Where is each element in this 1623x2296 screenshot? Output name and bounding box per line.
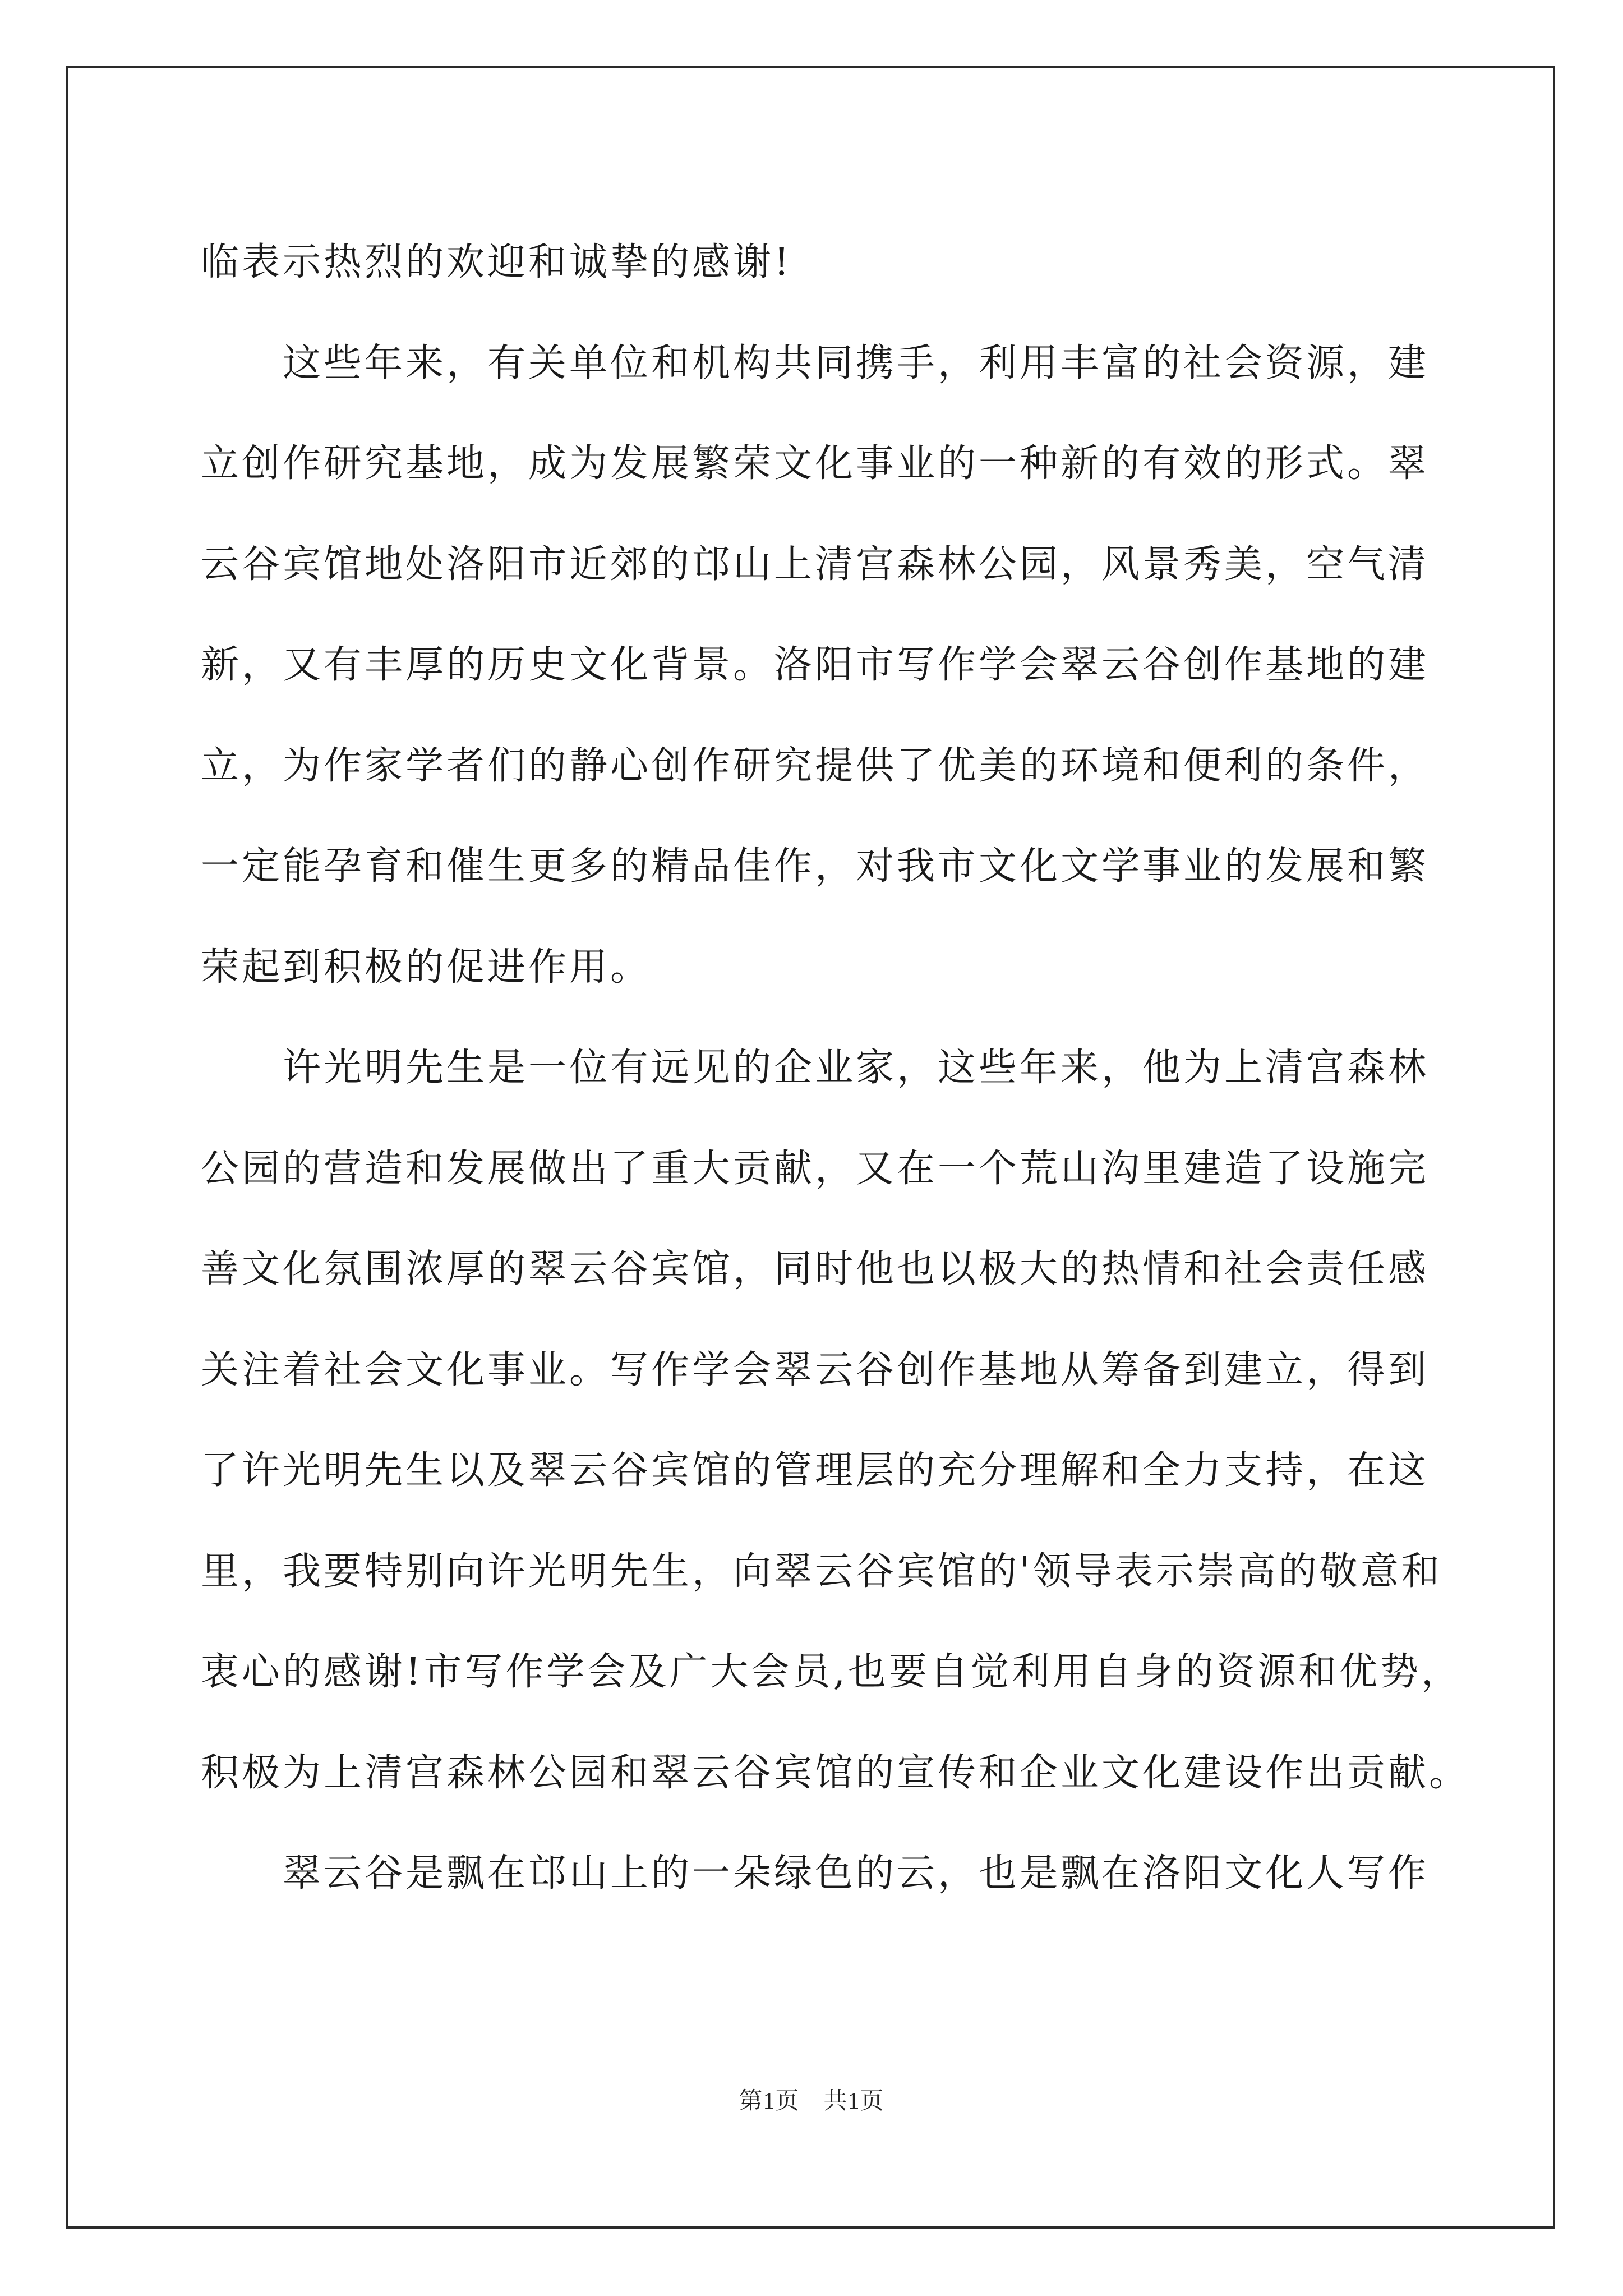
text-line: 云谷宾馆地处洛阳市近郊的邙山上清宫森林公园，风景秀美，空气清 bbox=[201, 542, 1430, 587]
text-line: 这些年来，有关单位和机构共同携手，利用丰富的社会资源，建 bbox=[283, 341, 1430, 385]
text-line: 荣起到积极的促进作用。 bbox=[201, 945, 652, 990]
text-line: 立，为作家学者们的静心创作研究提供了优美的环境和便利的条件， bbox=[201, 743, 1430, 788]
text-line: 关注着社会文化事业。写作学会翠云谷创作基地从筹备到建立，得到 bbox=[201, 1347, 1430, 1392]
text-line: 翠云谷是飘在邙山上的一朵绿色的云，也是飘在洛阳文化人写作 bbox=[283, 1851, 1430, 1895]
text-line: 立创作研究基地，成为发展繁荣文化事业的一种新的有效的形式。翠 bbox=[201, 441, 1430, 486]
text-line: 衷心的感谢!市写作学会及广大会员,也要自觉利用自身的资源和优势， bbox=[201, 1650, 1462, 1694]
text-line: 善文化氛围浓厚的翠云谷宾馆，同时他也以极大的热情和社会责任感 bbox=[201, 1247, 1430, 1291]
text-line: 一定能孕育和催生更多的精品佳作，对我市文化文学事业的发展和繁 bbox=[201, 844, 1430, 889]
text-line: 里，我要特别向许光明先生，向翠云谷宾馆的'领导表示崇高的敬意和 bbox=[201, 1549, 1442, 1594]
document-body bbox=[201, 212, 1470, 1924]
text-line: 临表示热烈的欢迎和诚挚的感谢! bbox=[201, 240, 792, 284]
page-number-footer: 第1页 共1页 bbox=[739, 2088, 884, 2114]
text-line: 新，又有丰厚的历史文化背景。洛阳市写作学会翠云谷创作基地的建 bbox=[201, 643, 1430, 687]
text-line: 了许光明先生以及翠云谷宾馆的管理层的充分理解和全力支持，在这 bbox=[201, 1448, 1430, 1493]
text-line: 积极为上清宫森林公园和翠云谷宾馆的宣传和企业文化建设作出贡献。 bbox=[201, 1750, 1470, 1795]
text-line: 公园的营造和发展做出了重大贡献，又在一个荒山沟里建造了设施完 bbox=[201, 1146, 1430, 1191]
text-line: 许光明先生是一位有远见的企业家，这些年来，他为上清宫森林 bbox=[283, 1046, 1430, 1090]
